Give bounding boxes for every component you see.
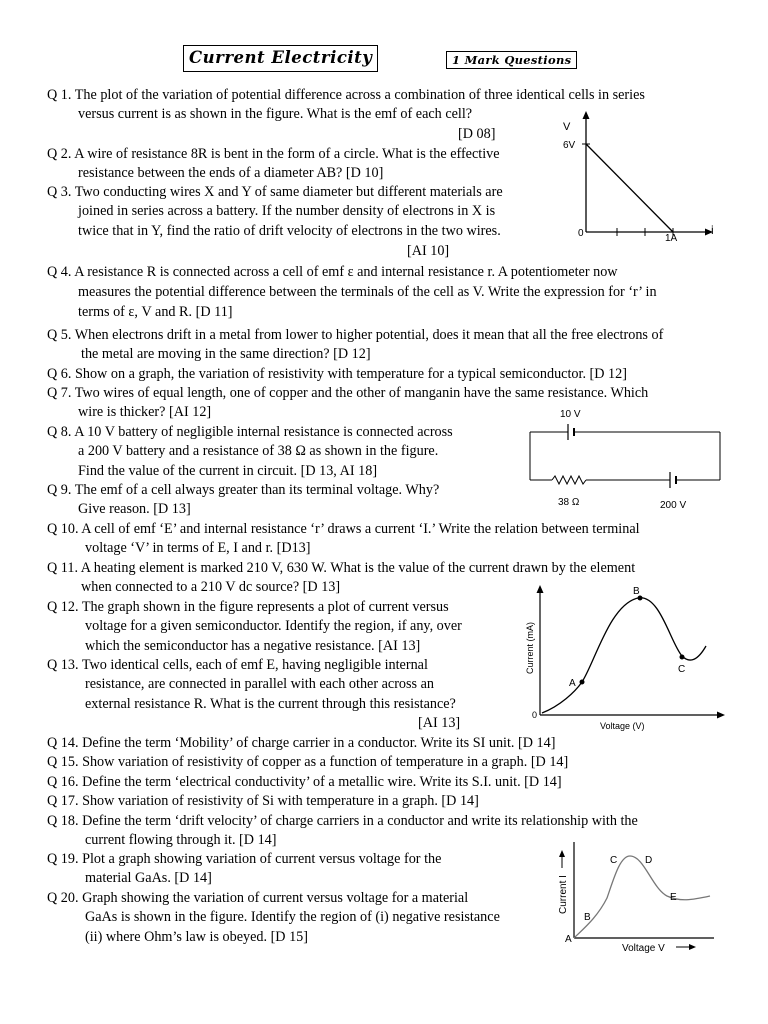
point-e-label: E	[670, 892, 677, 903]
resistor	[552, 476, 586, 484]
point-d-label: D	[645, 855, 653, 866]
question-14: Q 14. Define the term ‘Mobility’ of charge carrier in a conductor. Write its SI unit. [D 14]	[47, 735, 556, 751]
question-10: Q 10. A cell of emf ‘E’ and internal resistance ‘r’ draws a current ‘I.’ Write the relation between terminal voltage ‘V’ in terms of E, I and r. [D13]	[47, 521, 640, 557]
x-mark-label: 1A	[665, 233, 678, 244]
point-c-label: C	[678, 664, 686, 675]
figure-circuit	[522, 404, 727, 514]
resistor-label: 38 Ω	[558, 497, 580, 508]
point-a-label: A	[569, 678, 576, 689]
question-5: Q 5. When electrons drift in a metal from lower to higher potential, does it mean that all the free electrons of the metal are moving in the same direction? [D 12]	[47, 327, 664, 363]
y-axis-arrow	[583, 111, 590, 119]
point-c-marker	[680, 655, 685, 660]
battery-bottom-label: 200 V	[660, 500, 687, 511]
question-7: Q 7. Two wires of equal length, one of copper and the other of manganin have the same resistance. Which wire is thicker? [AI 12]	[47, 385, 649, 421]
y-mark-label: 6V	[563, 140, 576, 151]
y-axis-label: Current (mA)	[525, 621, 535, 674]
question-16: Q 16. Define the term ‘electrical conductivity’ of a metallic wire. Write its S.I. unit. [D 14]	[47, 774, 562, 790]
vi-line	[586, 144, 673, 232]
question-2: Q 2. A wire of resistance 8R is bent in the form of a circle. What is the effective resistance between the ends of a diameter AB? [D 10]	[47, 146, 500, 182]
question-17: Q 17. Show variation of resistivity of Si with temperature in a graph. [D 14]	[47, 793, 479, 809]
figure-iv-semiconductor	[520, 582, 730, 734]
question-13: Q 13. Two identical cells, each of emf E, having negligible internal resistance, are connected in parallel with each other across an external resistance R. What is the current through this resistance?	[47, 657, 456, 712]
question-1: Q 1. The plot of the variation of potential difference across a combination of three identical cells in series versus current is as shown in the figure. What is the emf of each cell?	[47, 87, 645, 123]
point-a-label: A	[565, 934, 572, 945]
page-title: Current Electricity	[183, 45, 378, 72]
question-9: Q 9. The emf of a cell always greater than its terminal voltage. Why? Give reason. [D 13]	[47, 482, 440, 518]
question-3: Q 3. Two conducting wires X and Y of same diameter but different materials are joined in series across a battery. If the number density of electrons in X is twice that in Y, find the ratio of drift velocity of electrons in the two wires.	[47, 184, 503, 239]
x-axis-arrow	[717, 712, 725, 719]
question-11: Q 11. A heating element is marked 210 V, 630 W. What is the value of the current drawn by the element when connected to a 210 V dc source? [D 13]	[47, 560, 636, 596]
y-axis-label-arrowhead	[559, 850, 565, 857]
figure-iv-gaas	[552, 838, 724, 958]
iv-curve	[574, 856, 710, 938]
point-b-label: B	[584, 912, 591, 923]
question-19: Q 19. Plot a graph showing variation of current versus voltage for the material GaAs. [D 14]	[47, 851, 442, 887]
origin-label: 0	[578, 228, 584, 239]
y-axis-label: V	[563, 121, 571, 133]
question-20: Q 20. Graph showing the variation of current versus voltage for a material GaAs is shown in the figure. Identify the region of (i) negative resistance (ii) where Ohm’s law is obeyed. [D 15]	[47, 890, 500, 945]
point-b-label: B	[633, 586, 640, 597]
point-a-marker	[580, 680, 585, 685]
question-13-tag: [AI 13]	[418, 715, 461, 731]
x-axis-label: i	[711, 223, 714, 237]
question-6: Q 6. Show on a graph, the variation of resistivity with temperature for a typical semiconductor. [D 12]	[47, 366, 627, 382]
origin-label: 0	[532, 710, 538, 720]
battery-top-label: 10 V	[560, 409, 581, 420]
question-4: Q 4. A resistance R is connected across a cell of emf ε and internal resistance r. A potentiometer now measures the potential difference between the terminals of the cell as V. Write the expression for ‘r’ in terms of ε, V and R. [D 11]	[47, 264, 657, 321]
page-subtitle: 1 Mark Questions	[446, 51, 577, 69]
question-12: Q 12. The graph shown in the figure represents a plot of current versus voltage for a given semiconductor. Identify the region, if any, over which the semiconductor has a negative resistance. [AI 13]	[47, 599, 462, 654]
y-axis-label: Current I	[558, 875, 569, 914]
y-axis-arrow	[537, 585, 544, 593]
x-axis-label-arrowhead	[689, 944, 696, 950]
figure-vi-graph	[555, 108, 725, 248]
question-18: Q 18. Define the term ‘drift velocity’ of charge carriers in a conductor and write its relationship with the current flowing through it. [D 14]	[47, 813, 638, 849]
x-axis-label: Voltage (V)	[600, 721, 645, 731]
question-8: Q 8. A 10 V battery of negligible internal resistance is connected across a 200 V battery and a resistance of 38 Ω as shown in the figure. Find the value of the current in circuit. [D 13, AI 18]	[47, 424, 453, 479]
question-1-tag: [D 08]	[458, 126, 496, 142]
question-3-tag: [AI 10]	[407, 243, 450, 259]
question-15: Q 15. Show variation of resistivity of copper as a function of temperature in a graph. [D 14]	[47, 754, 569, 770]
point-c-label: C	[610, 855, 618, 866]
x-axis-label: Voltage V	[622, 943, 665, 954]
